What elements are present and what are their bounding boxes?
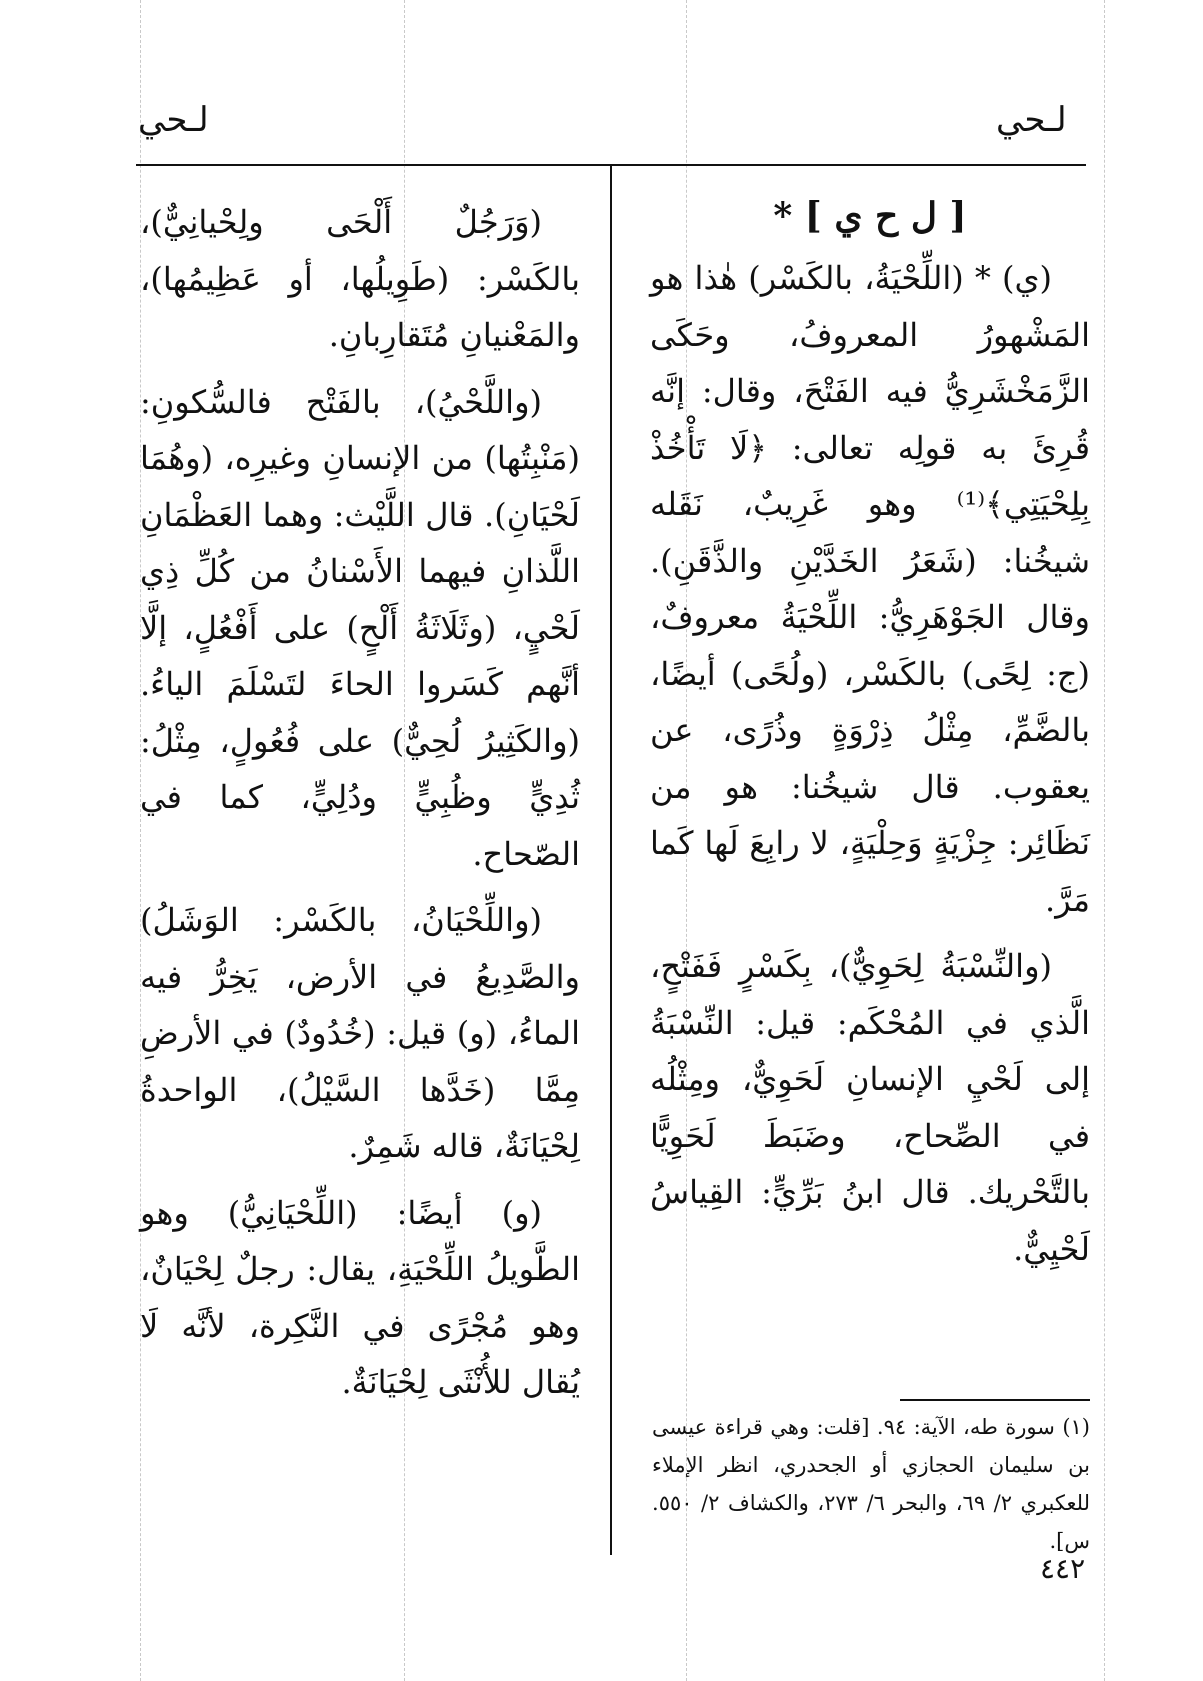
page-number: ٤٤٢ bbox=[1040, 1552, 1086, 1585]
entry-heading: [ ل ح ي ] * bbox=[773, 195, 967, 237]
scan-guide-line bbox=[1104, 0, 1105, 1681]
footnotes bbox=[652, 1408, 1090, 1560]
paragraph: (واللَّحْيُ)، بالفَتْح فالسُّكونِ: (مَنْبِتُها) من الإنسانِ وغيرِه، (وهُمَا لَحْيَانِ). قال اللَّيْث: وهما العَظْمَانِ اللَّذانِ فيهما الأَسْنانُ من كُلِّ ذِي لَحْيٍ، (وثَلَاثَةُ أَلْحٍ) على أَفْعُلٍ، إلَّا أنَّهم كَسَروا الحاءَ لتَسْلَمَ الياءُ. (والكَثِيرُ لُحِيٌّ) على فُعُولٍ، مِثْلُ: ثُدِيٍّ وظُبِيٍّ ودُلِيٍّ، كما في الصّحاح. bbox=[140, 382, 580, 873]
right-column bbox=[650, 188, 1090, 1287]
running-head-right: لـحي bbox=[996, 100, 1067, 140]
running-head-left: لـحي bbox=[138, 100, 209, 140]
paragraph: (ي) * (اللِّحْيَةُ، بالكَسْر) هٰذا هو المَشْهورُ المعروفُ، وحَكَى الزَّمَخْشَرِيُّ فيه الفَتْحَ، وقال: إنَّه قُرِئَ به قولِه تعالى: ﴿لَا تَأْخُذْ بِلِحْيَتِي﴾⁽¹⁾ وهو غَرِيبٌ، نَقَله شيخُنا: (شَعَرُ الخَدَّيْنِ والذَّقَنِ). وقال الجَوْهَرِيُّ: اللِّحْيَةُ معروفٌ، (ج: لِحًى) بالكَسْر، (ولُحًى) أيضًا، بالضَّمِّ، مِثْلُ ذِرْوَةٍ وذُرًى، عن يعقوب. قال شيخُنا: هو من نَظَائِر: جِزْيَةٍ وَحِلْيَةٍ، لا رابِعَ لَها كَما مَرَّ. bbox=[650, 259, 1090, 919]
paragraph: (وَرَجُلٌ أَلْحَى ولِحْيانِيٌّ)، بالكَسْر: (طَوِيلُها، أو عَظِيمُها)، والمَعْنيانِ مُتَقارِبانِ. bbox=[140, 203, 580, 354]
paragraph: (والنِّسْبَةُ لِحَوِيٌّ)، بِكَسْرٍ فَفَتْحٍ، الَّذي في المُحْكَم: قيل: النِّسْبَةُ إلى لَحْيِ الإنسانِ لَحَوِيٌّ، ومِثْلُه في الصِّحاح، وضَبَطَ لَحَوِيًّا بالتَّحْريك. قال ابنُ بَرِّيٍّ: القِياسُ لَحْيِيٌّ. bbox=[650, 947, 1090, 1268]
paragraph: (واللِّحْيَانُ، بالكَسْر: الوَشَلُ) والصَّدِيعُ في الأرض، يَخِرُّ فيه الماءُ، (و) قيل: (خُدُودٌ) في الأرضِ مِمَّا (خَدَّها السَّيْلُ)، الواحدةُ لِحْيَانَةٌ، قاله شَمِرٌ. bbox=[140, 901, 580, 1165]
paragraph: (و) أيضًا: (اللِّحْيَانِيُّ) وهو الطَّويلُ اللِّحْيَةِ، يقال: رجلٌ لِحْيَانٌ، وهو مُجْرًى في النَّكِرة، لأنَّه لَا يُقال للأُنْثَى لِحْيَانَةٌ. bbox=[140, 1193, 580, 1401]
column-divider bbox=[610, 165, 612, 1555]
footnote: (١) سورة طه، الآية: ٩٤. [قلت: وهي قراءة عيسى بن سليمان الحجازي أو الجحدري، انظر الإملاء للعكبري ٢/ ٦٩، والبحر ٦/ ٢٧٣، والكشاف ٢/ ٥٥٠. س]. bbox=[652, 1415, 1090, 1553]
footnote-rule bbox=[900, 1399, 1090, 1401]
left-column bbox=[140, 194, 580, 1421]
